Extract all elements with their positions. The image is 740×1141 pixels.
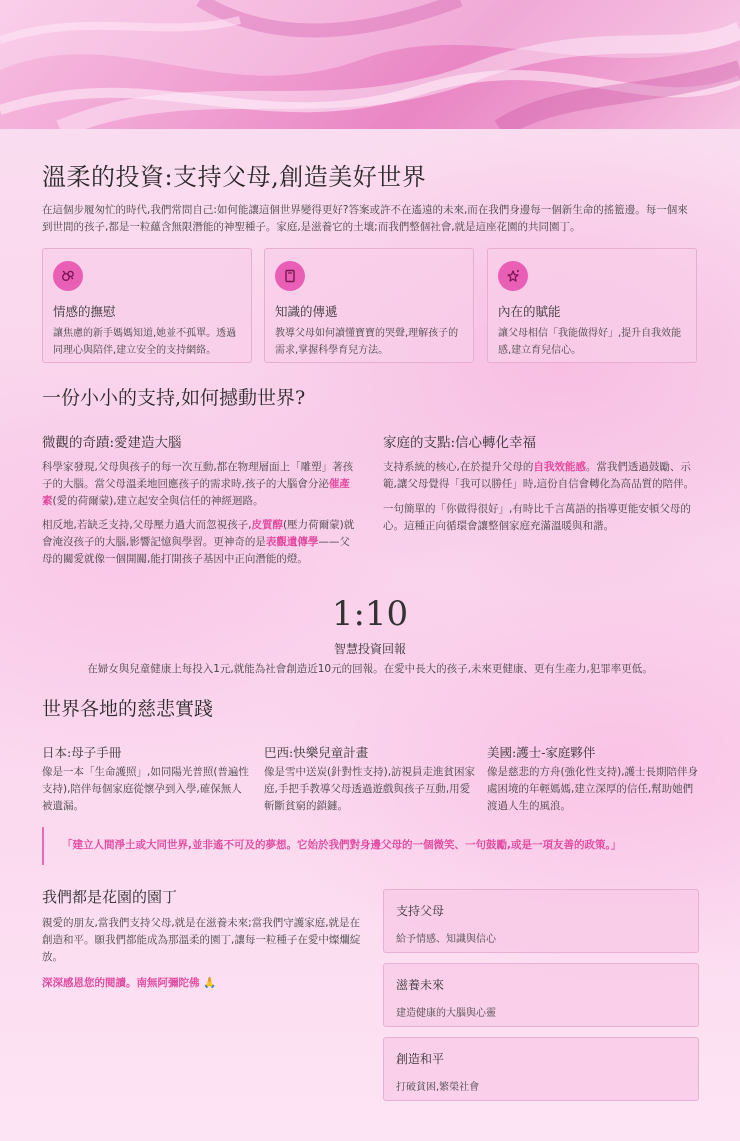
book-icon	[275, 261, 305, 291]
brain-paragraph-1: 科學家發現,父母與孩子的每一次互動,都在物理層面上「雕塑」著孩子的大腦。當父母溫柔地回應孩子的需求時,孩子的大腦會分泌催產素(愛的荷爾蒙),建立起安全與信任的神經迴路。	[42, 461, 354, 507]
summary-title: 滋養未來	[396, 978, 445, 992]
sparkle-star-icon	[498, 261, 528, 291]
practice-title-brazil: 巴西:快樂兒童計畫	[264, 745, 369, 760]
roi-description: 在婦女與兒童健康上每投入1元,就能為社會創造近10元的回報。在愛中長大的孩子,未來更健康、更有生產力,犯罪率更低。	[87, 663, 653, 675]
family-paragraph-1: 支持系統的核心,在於提升父母的自我效能感。當我們透過鼓勵、示範,讓父母覺得「我可以勝任」時,這份自信會轉化為高品質的陪伴。	[383, 461, 695, 490]
card-text: 教導父母如何讀懂寶寶的哭聲,理解孩子的需求,掌握科學育兒方法。	[275, 328, 459, 356]
practice-text-brazil: 像是雪中送炭(針對性支持),訪視員走進貧困家庭,手把手教導父母透過遊戲與孩子互動,用愛斬斷貧窮的鎖鏈。	[264, 766, 476, 812]
summary-text: 建造健康的大腦與心靈	[396, 1008, 496, 1019]
summary-text: 給予情感、知識與信心	[396, 934, 496, 945]
family-paragraph-2: 一句簡單的「你做得很好」,有時比千言萬語的指導更能安頓父母的心。這種正向循環會讓整個家庭充滿溫暖與和諧。	[383, 503, 691, 532]
summary-title: 支持父母	[396, 904, 445, 918]
gardener-heading: 我們都是花園的園丁	[42, 888, 178, 906]
thanks-message: 深深感恩您的閱讀。南無阿彌陀佛 🙏	[42, 977, 217, 989]
practice-title-usa: 美國:護士-家庭夥伴	[487, 745, 596, 760]
section-heading-world: 世界各地的慈悲實踐	[42, 698, 214, 720]
card-title: 內在的賦能	[498, 304, 561, 319]
summary-text: 打破貧困,繁榮社會	[396, 1082, 480, 1093]
card-emotional-comfort	[42, 248, 252, 363]
subheading-brain: 微觀的奇蹟:愛建造大腦	[42, 435, 182, 451]
card-empowerment	[487, 248, 697, 363]
gardener-paragraph: 親愛的朋友,當我們支持父母,就是在滋養未來;當我們守護家庭,就是在創造和平。願我們都能成為那溫柔的園丁,讓每一粒種子在愛中燦爛綻放。	[42, 917, 361, 963]
page-title: 溫柔的投資:支持父母,創造美好世界	[42, 163, 427, 191]
summary-title: 創造和平	[396, 1052, 445, 1066]
practice-text-japan: 像是一本「生命護照」,如同陽光普照(普遍性支持),陪伴每個家庭從懷孕到入學,確保無人被遺漏。	[42, 766, 249, 812]
pull-quote: 「建立人間淨土或大同世界,並非遙不可及的夢想。它始於我們對身邊父母的一個微笑、一句鼓勵,或是一項友善的政策。」	[42, 827, 682, 865]
two-hearts-icon	[53, 261, 83, 291]
practice-text-usa: 像是慈悲的方舟(強化性支持),護士長期陪伴身處困境的年輕媽媽,建立深厚的信任,幫助她們渡過人生的風浪。	[487, 766, 699, 812]
card-title: 知識的傳遞	[275, 304, 338, 319]
summary-card-nurture-future	[383, 963, 699, 1027]
summary-card-create-peace	[383, 1037, 699, 1101]
card-title: 情感的撫慰	[53, 304, 116, 319]
brain-paragraph-2: 相反地,若缺乏支持,父母壓力過大而忽視孩子,皮質醇(壓力荷爾蒙)就會淹沒孩子的大腦,影響記憶與學習。更神奇的是表觀遺傳學——父母的關愛就像一個開關,能打開孩子基因中正向潛能的燈。	[42, 519, 355, 565]
roi-label: 智慧投資回報	[333, 642, 406, 656]
card-text: 讓父母相信「我能做得好」,提升自我效能感,建立育兒信心。	[498, 328, 682, 356]
card-knowledge	[264, 248, 474, 363]
subheading-family: 家庭的支點:信心轉化幸福	[383, 435, 537, 451]
roi-ratio: 1:10	[331, 594, 409, 634]
section-heading-impact: 一份小小的支持,如何撼動世界?	[42, 387, 306, 409]
practice-title-japan: 日本:母子手冊	[42, 745, 122, 760]
header-banner-image	[0, 0, 740, 129]
card-text: 讓焦慮的新手媽媽知道,她並不孤單。透過同理心與陪伴,建立安全的支持網絡。	[53, 328, 237, 356]
summary-card-support-parents	[383, 889, 699, 953]
intro-paragraph: 在這個步履匆忙的時代,我們常問自己:如何能讓這個世界變得更好?答案或許不在遙遠的未來,而在我們身邊每一個新生命的搖籃邊。每一個來到世間的孩子,都是一粒蘊含無限潛能的神聖種子。家庭,是滋養它的土壤;而我們整個社會,就是這座花園的共同園丁。	[42, 204, 688, 233]
